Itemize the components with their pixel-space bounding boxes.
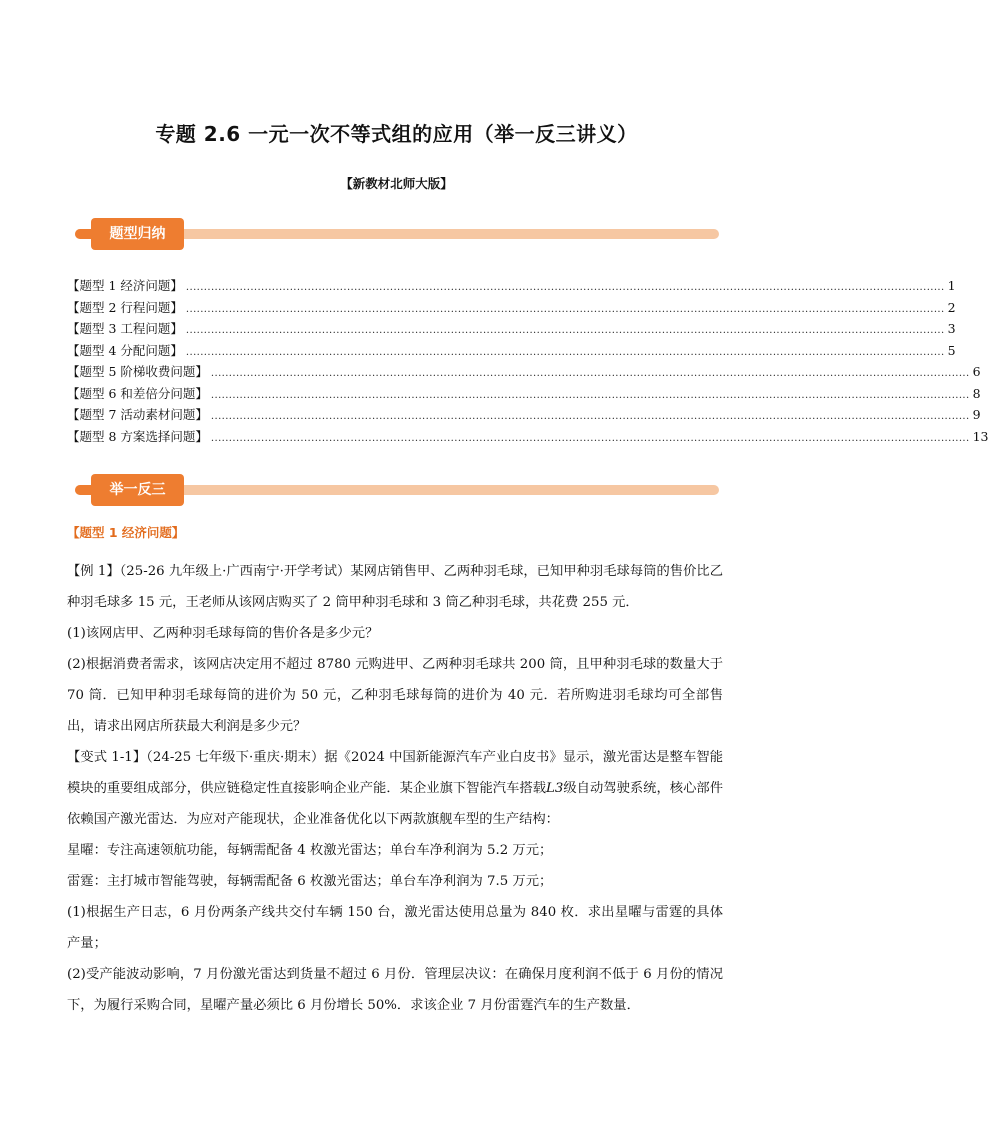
example-question-2: (2)根据消费者需求，该网店决定用不超过 8780 元购进甲、乙两种羽毛球共 200 筒，且甲种羽毛球的数量大于 70 筒．已知甲种羽毛球每筒的进价为 50 元，乙种羽毛球每筒的进价为 40 元．若所购进羽毛球均可全部售出，请求出网店所获最大利润是多少元？	[67, 657, 723, 734]
toc-item[interactable]	[67, 298, 956, 320]
variant-tag: 【变式 1-1】	[67, 750, 147, 765]
variant-text-b: 级自动驾驶系统，核心部件依赖国产激光雷达．为应对产能现状，企业准备优化以下两款旗舰车型的生产结构：	[67, 781, 724, 827]
variant-question-2: (2)受产能波动影响，7 月份激光雷达到货量不超过 6 月份．管理层决议：在确保月度利润不低于 6 月份的情况下，为履行采购合同，星曜产量必须比 6 月份增长 50%．求该企业 7 月份雷霆汽车的生产数量．	[67, 967, 723, 1013]
example-tag: 【例 1】	[67, 564, 120, 579]
toc-leader-dots: ....................................................................................................................................................................................................................	[210, 368, 970, 379]
table-of-contents	[67, 276, 989, 448]
toc-item[interactable]	[67, 362, 981, 384]
toc-leader-dots: ....................................................................................................................................................................................................................	[210, 389, 970, 401]
toc-item-page: 9	[972, 407, 981, 422]
variant-line-xingyao: 星曜：专注高速领航功能，每辆需配备 4 枚激光雷达；单台车净利润为 5.2 万元；	[67, 843, 553, 858]
toc-item-label: 【题型 3 工程问题】	[67, 321, 183, 336]
toc-item[interactable]	[67, 384, 981, 406]
toc-item-page: 8	[972, 385, 981, 401]
toc-item-page: 3	[947, 321, 956, 336]
example-question-1: (1)该网店甲、乙两种羽毛球每筒的售价各是多少元？	[67, 626, 379, 641]
toc-item-page: 13	[972, 428, 989, 444]
toc-item-label: 【题型 8 方案选择问题】	[67, 428, 208, 444]
toc-item-page: 2	[947, 299, 956, 315]
variant-math: L3	[546, 781, 564, 796]
toc-leader-dots: ....................................................................................................................................................................................................................	[210, 432, 970, 444]
toc-item-label: 【题型 6 和差倍分问题】	[67, 385, 208, 401]
variant-question-1: (1)根据生产日志，6 月份两条产线共交付车辆 150 台，激光雷达使用总量为 840 枚．求出星曜与雷霆的具体产量；	[67, 905, 723, 951]
toc-leader-dots: ....................................................................................................................................................................................................................	[185, 303, 945, 315]
toc-item-label: 【题型 2 行程问题】	[67, 299, 183, 315]
example-text: （25-26 九年级上·广西南宁·开学考试）某网店销售甲、乙两种羽毛球，已知甲种羽毛球每筒的售价比乙种羽毛球多 15 元，王老师从该网店购买了 2 筒甲种羽毛球和 3 筒乙种羽毛球，共花费 255 元．	[67, 564, 723, 610]
toc-item-label: 【题型 5 阶梯收费问题】	[67, 364, 208, 379]
toc-item[interactable]	[67, 276, 956, 298]
toc-item[interactable]	[67, 341, 956, 363]
toc-leader-dots: ....................................................................................................................................................................................................................	[210, 411, 970, 422]
toc-leader-dots: ....................................................................................................................................................................................................................	[185, 282, 945, 293]
example-paragraph	[67, 556, 723, 618]
toc-item[interactable]	[67, 405, 981, 427]
page-title: 专题 2.6 一元一次不等式组的应用（举一反三讲义）	[155, 122, 638, 146]
banner-bar-cap	[75, 229, 91, 239]
section-heading: 【题型 1 经济问题】	[67, 525, 185, 540]
toc-leader-dots: ....................................................................................................................................................................................................................	[185, 325, 945, 336]
variant-text-a: （24-25 七年级下·重庆·期末）据《2024 中国新能源汽车产业白皮书》显示，激光雷达是整车智能模块的重要组成部分，供应链稳定性直接影响企业产能．某企业旗下智能汽车搭载	[67, 750, 723, 796]
banner-bar-cap	[75, 485, 91, 495]
variant-paragraph	[67, 742, 723, 835]
toc-banner	[75, 218, 719, 250]
variant-line-leiting: 雷霆：主打城市智能驾驶，每辆需配备 6 枚激光雷达；单台车净利润为 7.5 万元；	[67, 874, 553, 889]
toc-item-label: 【题型 7 活动素材问题】	[67, 407, 208, 422]
practice-banner	[75, 474, 719, 506]
toc-item-label: 【题型 1 经济问题】	[67, 278, 183, 293]
toc-item[interactable]	[67, 319, 956, 341]
toc-banner-label: 题型归纳	[91, 218, 184, 250]
toc-item-label: 【题型 4 分配问题】	[67, 342, 183, 358]
edition-subtitle: 【新教材北师大版】	[340, 176, 453, 191]
toc-item-page: 5	[947, 342, 956, 358]
toc-item[interactable]	[67, 427, 989, 449]
toc-leader-dots: ....................................................................................................................................................................................................................	[185, 346, 945, 358]
practice-banner-label: 举一反三	[91, 474, 184, 506]
section-content	[67, 556, 723, 1021]
toc-item-page: 1	[947, 278, 956, 293]
toc-item-page: 6	[972, 364, 981, 379]
